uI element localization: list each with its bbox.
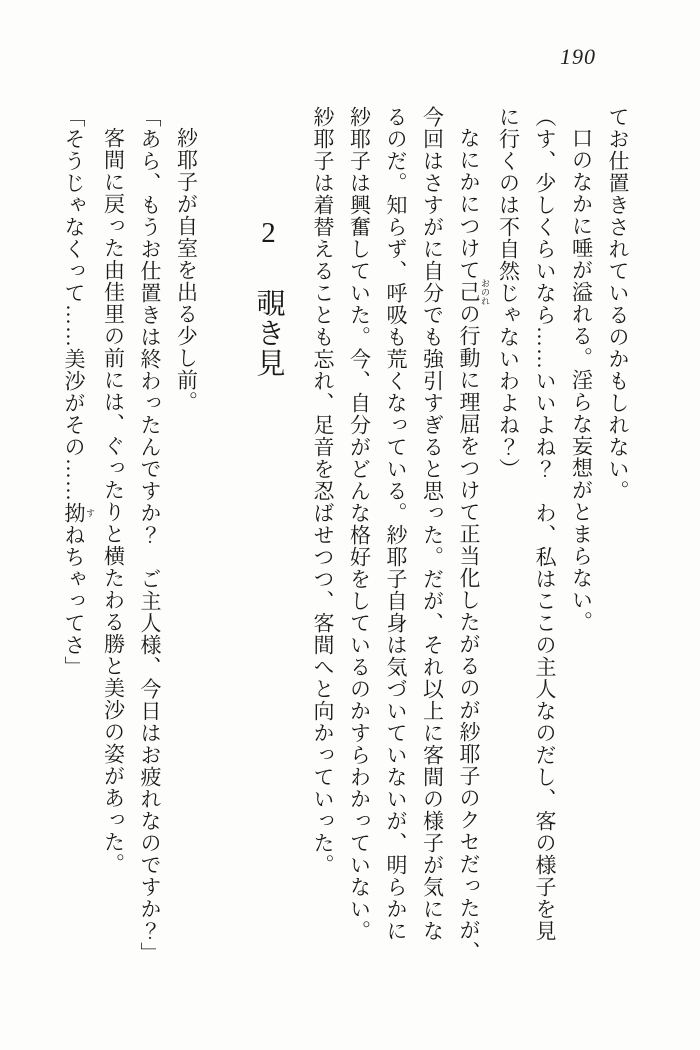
page-number: 190	[560, 44, 596, 69]
text-line: 紗耶子は興奮していた。今、自分がどんな格好をしているのかすらわかっていない。	[347, 106, 372, 942]
text-line: 今回はさすがに自分でも強引すぎると思った。だが、それ以上に客間の様子が気にな	[420, 106, 445, 942]
text-line: 口のなかに唾が溢れる。淫らな妄想がとまらない。	[569, 127, 594, 633]
text-line: 紗耶子は着替えることも忘れ、足音を忍ばせつつ、客間へと向かっていった。	[311, 106, 335, 876]
section-before-heading	[305, 106, 637, 978]
ruby-annotated-word: 拗 す	[62, 502, 95, 524]
text-line: るのだ。知らず、呼吸も荒くなっている。紗耶子自身は気づいていないが、明らかに	[384, 106, 408, 942]
text-flow	[56, 106, 637, 978]
chapter-number: 2	[252, 217, 285, 250]
text-line: なにかにつけて己 おのれの行動に理屈をつけて正当化したがるのが紗耶子のクセだったが、	[457, 127, 490, 963]
ruby-annotated-word: 己 おのれ	[457, 278, 490, 306]
text-line: てお仕置きされているのかもしれない。	[606, 106, 630, 502]
text-line: 紗耶子が自室を出る少し前。	[174, 127, 199, 413]
text-line: 客間に戻った由佳里の前には、ぐったりと横たわる勝と美沙の姿があった。	[101, 127, 126, 875]
section-after-heading	[56, 106, 205, 978]
text-line: 「そうじゃなくって……美沙がその……拗 すねちゃってさ」	[62, 106, 95, 678]
text-line: に行くのは不自然じゃないわよね？）	[496, 106, 521, 480]
chapter-heading	[245, 106, 293, 978]
text-line: （す、少しくらいなら……いいよね？ わ、私はここの主人なのだし、客の様子を見	[533, 106, 557, 942]
chapter-title: 覗き見	[252, 288, 285, 379]
text-line: 「あら、もうお仕置きは終わったんですか？ ご主人様、今日はお疲れなのですか？」	[138, 106, 162, 964]
